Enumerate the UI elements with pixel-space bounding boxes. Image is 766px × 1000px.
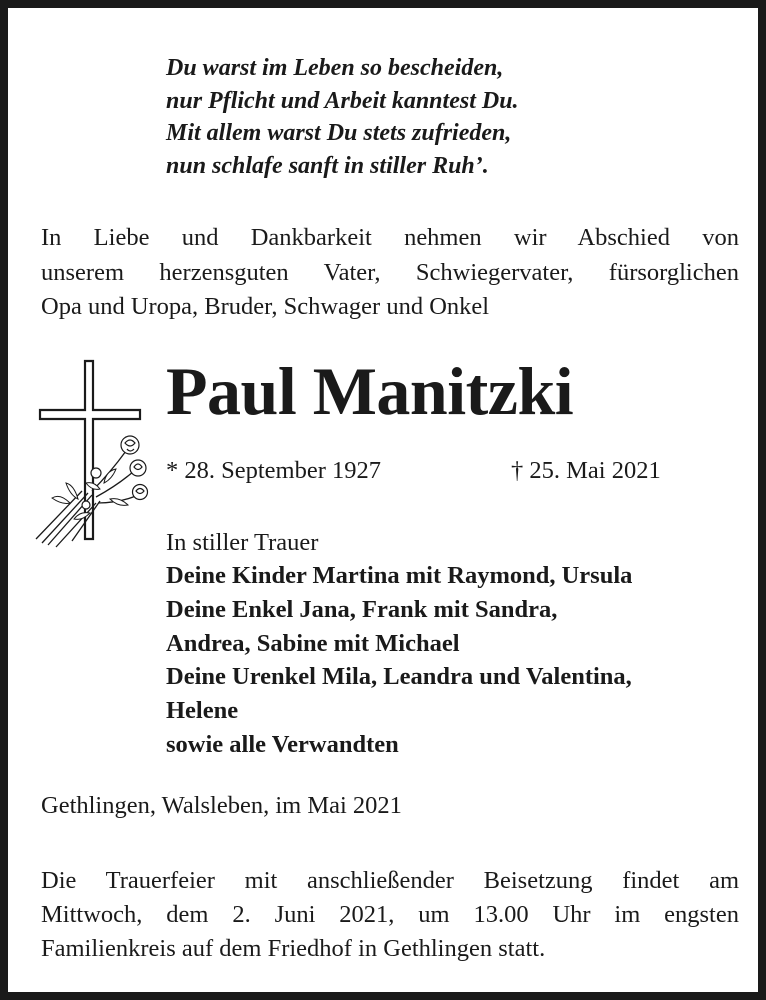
poem-line: nur Pflicht und Arbeit kanntest Du.	[166, 87, 519, 114]
cross-with-flowers-icon	[30, 353, 160, 553]
deceased-name: Paul Manitzki	[166, 353, 574, 429]
intro-line: Opa und Uropa, Bruder, Schwager und Onkel	[41, 293, 490, 320]
poem-line: Mit allem warst Du stets zufrieden,	[166, 120, 512, 146]
birth-date: * 28. September 1927	[166, 457, 382, 484]
place-and-date: Gethlingen, Walsleben, im Mai 2021	[41, 792, 402, 819]
death-date: † 25. Mai 2021	[511, 457, 661, 484]
family-line: Deine Kinder Martina mit Raymond, Ursula	[166, 562, 633, 589]
intro-line: In Liebe und Dankbarkeit nehmen wir Abschied von	[41, 224, 739, 251]
service-line: Mittwoch, dem 2. Juni 2021, um 13.00 Uhr im engsten	[41, 901, 739, 928]
family-line: Deine Urenkel Mila, Leandra und Valentina,	[166, 663, 632, 691]
intro-line: unserem herzensguten Vater, Schwiegervater, fürsorglichen	[41, 258, 739, 286]
family-line: Helene	[166, 697, 239, 725]
mourning-heading: In stiller Trauer	[166, 529, 319, 556]
poem	[166, 52, 686, 182]
poem-line: nun schlafe sanft in stiller Ruh’.	[166, 152, 489, 179]
family-line: sowie alle Verwandten	[166, 730, 399, 758]
family-line: Deine Enkel Jana, Frank mit Sandra,	[166, 595, 558, 623]
family-list	[166, 559, 746, 762]
intro-text	[41, 221, 739, 325]
family-line: Andrea, Sabine mit Michael	[166, 629, 460, 657]
service-line: Die Trauerfeier mit anschließender Beisetzung findet am	[41, 867, 739, 894]
service-line: Familienkreis auf dem Friedhof in Gethlingen statt.	[41, 935, 546, 962]
funeral-service-info	[41, 864, 739, 966]
poem-line: Du warst im Leben so bescheiden,	[166, 55, 504, 81]
